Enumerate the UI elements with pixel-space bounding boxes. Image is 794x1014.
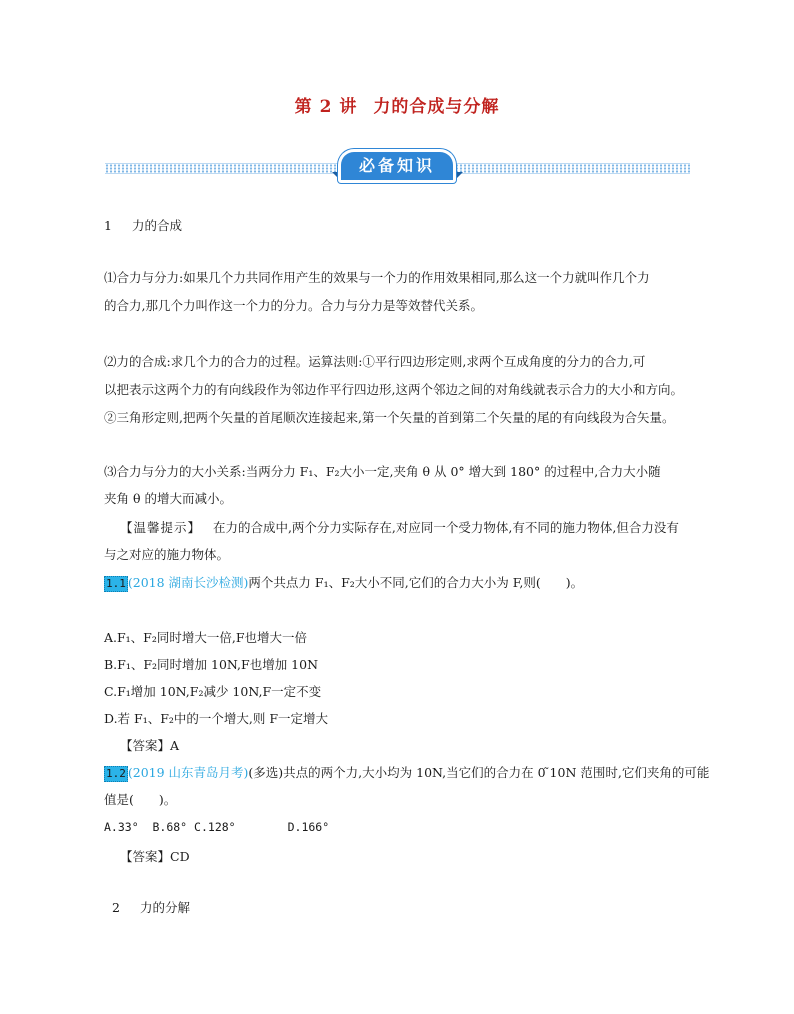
question-text: (多选)共点的两个力,大小均为 10N,当它们的合力在 0 ̃10N 范围时,它们夹角的可能 (248, 765, 710, 780)
paragraph-1-line-2: 的合力,那几个力叫作这一个力的分力。合力与分力是等效替代关系。 (104, 298, 483, 313)
lesson-number: 第 2 讲 (294, 97, 358, 117)
page-title (0, 92, 794, 117)
question-2-stem-line-1 (104, 763, 709, 782)
question-1-answer: 【答案】A (120, 738, 180, 753)
paragraph-3-line-2: 夹角 θ 的增大而减小。 (104, 491, 232, 506)
question-2-option-b: B.68° (152, 820, 188, 834)
section-number: 1 (104, 218, 112, 233)
question-source: (2018 湖南长沙检测) (127, 575, 249, 590)
banner-dotted-rail-left (105, 163, 340, 174)
question-2-answer: 【答案】CD (120, 849, 190, 864)
hint-line-1 (120, 518, 679, 536)
paragraph-2-line-2: 以把表示这两个力的有向线段作为邻边作平行四边形,这两个邻边之间的对角线就表示合力的大小和方向。 (104, 382, 683, 397)
section-banner (105, 149, 690, 189)
hint-label: 【温馨提示】 (120, 520, 202, 535)
section-title: 力的合成 (132, 218, 183, 233)
question-number-tag: 1.2 (106, 767, 126, 780)
question-1-stem (104, 573, 583, 592)
question-number-tag: 1.1 (106, 577, 126, 590)
hint-text: 在力的合成中,两个分力实际存在,对应同一个受力物体,有不同的施力物体,但合力没有 (212, 520, 679, 535)
question-2-options (104, 820, 329, 834)
question-1-option-b: B.F₁、F₂同时增加 10N,F也增加 10N (104, 657, 319, 672)
question-2-option-c: C.128° (194, 820, 236, 834)
section-title: 力的分解 (140, 900, 191, 915)
paragraph-2-line-1: ⑵力的合成:求几个力的合力的过程。运算法则:①平行四边形定则,求两个互成角度的分力的合力,可 (104, 354, 646, 369)
section-heading-decomposition (112, 898, 190, 916)
lesson-topic: 力的合成与分解 (373, 97, 500, 117)
question-1-option-a: A.F₁、F₂同时增大一倍,F也增大一倍 (104, 630, 308, 645)
question-1-option-d: D.若 F₁、F₂中的一个增大,则 F一定增大 (104, 711, 329, 726)
question-2-option-a: A.33° (104, 820, 139, 834)
paragraph-1-line-1: ⑴合力与分力:如果几个力共同作用产生的效果与一个力的作用效果相同,那么这一个力就叫作几个力 (104, 270, 650, 285)
section-number: 2 (112, 900, 120, 915)
question-source: (2019 山东青岛月考) (127, 765, 249, 780)
banner-badge: 必备知识 (338, 149, 456, 183)
banner-dotted-rail-right (455, 163, 690, 174)
hint-line-2: 与之对应的施力物体。 (104, 547, 230, 562)
section-heading-composition (104, 216, 182, 234)
question-2-option-d: D.166° (287, 820, 330, 834)
question-text: 两个共点力 F₁、F₂大小不同,它们的合力大小为 F,则( )。 (248, 575, 584, 590)
question-2-stem-line-2: 值是( )。 (104, 792, 177, 807)
paragraph-3-line-1: ⑶合力与分力的大小关系:当两分力 F₁、F₂大小一定,夹角 θ 从 0° 增大到 180° 的过程中,合力大小随 (104, 464, 661, 479)
paragraph-2-line-3: ②三角形定则,把两个矢量的首尾顺次连接起来,第一个矢量的首到第二个矢量的尾的有向线段为合矢量。 (104, 410, 675, 425)
question-1-option-c: C.F₁增加 10N,F₂减少 10N,F一定不变 (104, 684, 322, 699)
